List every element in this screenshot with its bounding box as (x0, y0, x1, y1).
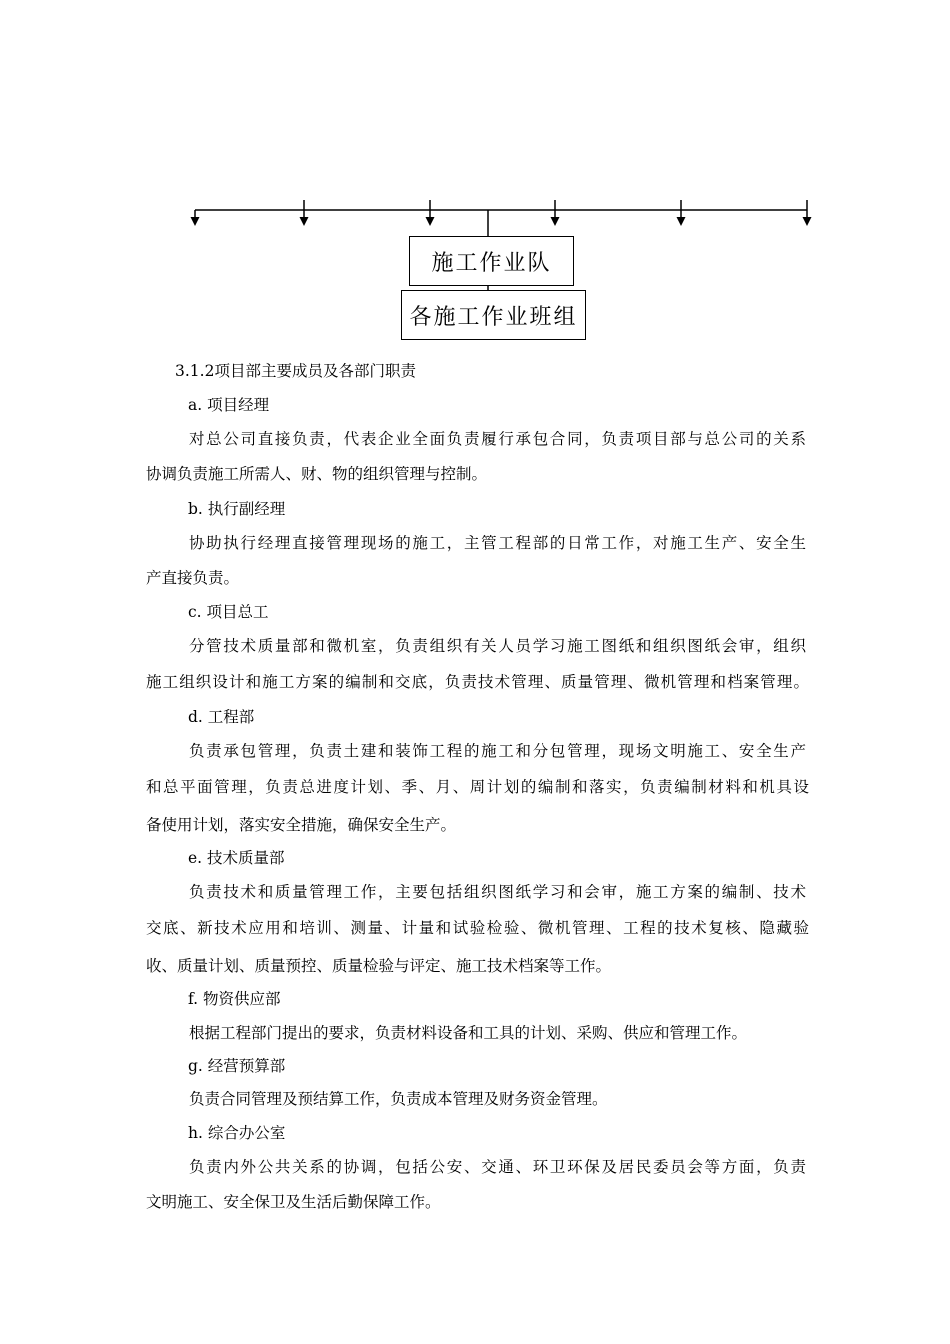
drop-arrow-2 (300, 200, 309, 226)
drop-arrow-6 (803, 200, 812, 226)
role-c-line-2: 施工组织设计和施工方案的编制和交底，负责技术管理、质量管理、微机管理和档案管理。 (146, 673, 809, 691)
role-d-line-1: 负责承包管理，负责土建和装饰工程的施工和分包管理，现场文明施工、安全生产 (189, 742, 806, 760)
role-heading-d: d. 工程部 (188, 708, 255, 726)
role-a-line-2: 协调负责施工所需人、财、物的组织管理与控制。 (146, 465, 488, 483)
role-f-line-1: 根据工程部门提出的要求，负责材料设备和工具的计划、采购、供应和管理工作。 (189, 1024, 748, 1042)
role-e-line-3: 收、质量计划、质量预控、质量检验与评定、施工技术档案等工作。 (146, 957, 612, 975)
role-c-line-1: 分管技术质量部和微机室，负责组织有关人员学习施工图纸和组织图纸会审，组织 (189, 637, 806, 655)
role-heading-f: f. 物资供应部 (188, 990, 281, 1008)
role-b-line-1: 协助执行经理直接管理现场的施工，主管工程部的日常工作，对施工生产、安全生 (189, 534, 806, 552)
role-heading-e: e. 技术质量部 (188, 849, 285, 867)
role-heading-g: g. 经营预算部 (188, 1057, 286, 1075)
role-e-line-1: 负责技术和质量管理工作，主要包括组织图纸学习和会审，施工方案的编制、技术 (189, 883, 806, 901)
drop-arrow-4 (551, 200, 560, 226)
role-heading-c: c. 项目总工 (188, 603, 269, 621)
role-b-line-2: 产直接负责。 (146, 569, 240, 587)
role-heading-a: a. 项目经理 (188, 396, 270, 414)
drop-arrow-1 (191, 210, 200, 226)
org-chart (0, 0, 950, 350)
drop-arrow-3 (426, 200, 435, 226)
work-groups-box: 各施工作业班组 (401, 290, 586, 340)
section-title: 3.1.2项目部主要成员及各部门职责 (175, 362, 416, 380)
role-g-line-1: 负责合同管理及预结算工作，负责成本管理及财务资金管理。 (189, 1090, 608, 1108)
role-heading-h: h. 综合办公室 (188, 1124, 286, 1142)
role-a-line-1: 对总公司直接负责，代表企业全面负责履行承包合同，负责项目部与总公司的关系 (189, 430, 806, 448)
role-h-line-1: 负责内外公共关系的协调，包括公安、交通、环卫环保及居民委员会等方面，负责 (189, 1158, 806, 1176)
drop-arrow-5 (677, 200, 686, 226)
role-d-line-3: 备使用计划，落实安全措施，确保安全生产。 (146, 816, 457, 834)
role-h-line-2: 文明施工、安全保卫及生活后勤保障工作。 (146, 1193, 441, 1211)
role-d-line-2: 和总平面管理，负责总进度计划、季、月、周计划的编制和落实，负责编制材料和机具设 (146, 778, 809, 796)
role-e-line-2: 交底、新技术应用和培训、测量、计量和试验检验、微机管理、工程的技术复核、隐藏验 (146, 919, 809, 937)
role-heading-b: b. 执行副经理 (188, 500, 286, 518)
construction-team-box: 施工作业队 (409, 236, 574, 286)
